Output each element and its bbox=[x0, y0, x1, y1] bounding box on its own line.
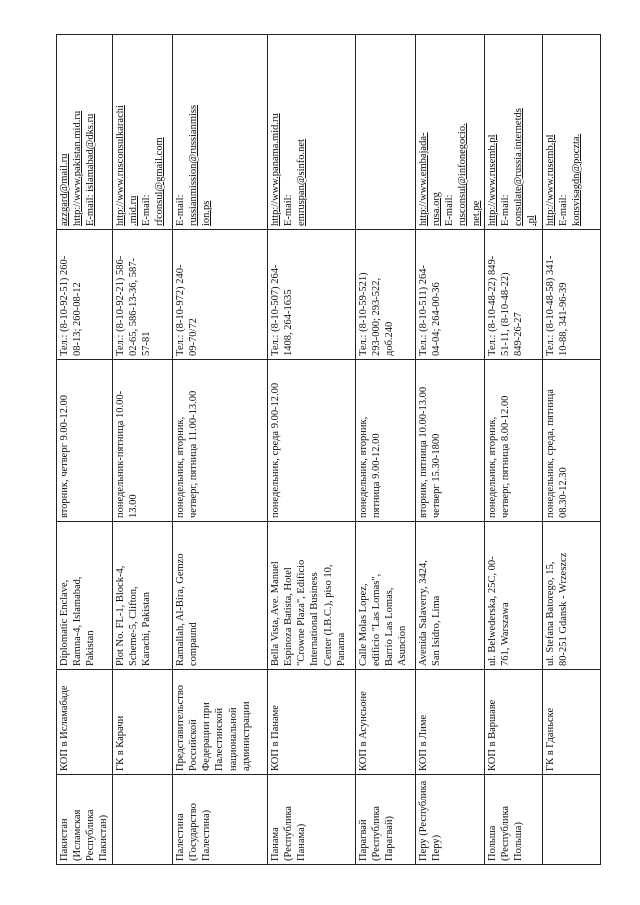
hours-cell bbox=[113, 360, 173, 522]
phone-text-line: 10-88, 341-96-39 bbox=[557, 282, 569, 356]
mission-cell bbox=[484, 670, 542, 775]
mission-text-line: Российской bbox=[188, 719, 200, 771]
mission-text-line: КОП в Исламабаде bbox=[59, 685, 70, 771]
phone-text-line: 849-26-27 bbox=[512, 312, 524, 356]
hours-text-line: понедельник, вторник, bbox=[358, 416, 369, 518]
hours-text-line: понедельник, среда 9.00-12.00 bbox=[270, 382, 281, 518]
mission-cell bbox=[113, 670, 173, 775]
country-cell bbox=[57, 775, 113, 865]
country-text-line: Пакистан bbox=[59, 818, 70, 861]
table-row bbox=[113, 35, 173, 865]
address-text-line: Diplomatic Enclave, bbox=[59, 579, 70, 666]
contact-label: E-mail: bbox=[175, 194, 186, 226]
hours-text-line: понедельник, вторник, bbox=[175, 416, 186, 518]
address-text-line: Panama bbox=[335, 632, 347, 666]
hours-cell bbox=[484, 360, 542, 522]
hours-text-line: вторник, пятница 10.00-13.00 bbox=[418, 386, 429, 518]
address-text-line: Calle Molas Lopez, bbox=[358, 583, 369, 666]
phone-text-line: 51-11, (8-10-48-22) bbox=[499, 272, 511, 356]
phone-text-line: Тел.: (8-10-92-21) 586- bbox=[115, 255, 126, 356]
address-text-line: edificio "Las Lomas", bbox=[371, 573, 383, 666]
country-text-line: Панама) bbox=[296, 823, 308, 861]
contact-label: E-mail: bbox=[557, 194, 569, 226]
country-cell bbox=[416, 775, 485, 865]
phone-text-line: 293-000; 293-522, bbox=[371, 277, 383, 356]
hours-text-line: четверг, пятница 8.00-12.00 bbox=[499, 395, 511, 518]
contact-link[interactable]: rusa.org bbox=[431, 192, 443, 226]
country-text-line: Палестина) bbox=[201, 809, 213, 861]
address-text-line: Scheme-5, Clifton, bbox=[128, 586, 140, 666]
phone-text-line: 02-65, 586-13-36, 587- bbox=[128, 258, 140, 356]
table-row bbox=[416, 35, 485, 865]
address-text-line: San Isidro, Lima bbox=[431, 595, 443, 666]
country-text-line: Перу) bbox=[431, 834, 443, 861]
contacts-cell bbox=[113, 35, 173, 230]
address-cell bbox=[484, 522, 542, 670]
country-cell bbox=[268, 775, 356, 865]
contact-link[interactable]: consulate@russia.internetds bbox=[512, 108, 524, 226]
contact-label: E-mail: bbox=[499, 194, 511, 226]
address-cell bbox=[542, 522, 600, 670]
mission-cell bbox=[57, 670, 113, 775]
contact-link[interactable]: azzgard@mail.ru bbox=[59, 153, 70, 226]
phone-text-line: Тел.: (8-10-972) 240- bbox=[175, 264, 186, 356]
country-cell bbox=[484, 775, 542, 865]
hours-cell bbox=[356, 360, 416, 522]
table-row bbox=[268, 35, 356, 865]
hours-cell bbox=[173, 360, 268, 522]
address-text-line: 80-251 Gdansk - Wrzeszcz bbox=[557, 552, 569, 666]
hours-cell bbox=[57, 360, 113, 522]
contact-link[interactable]: emruspan@sinfo.net bbox=[296, 139, 308, 226]
contact-label: E-mail: bbox=[141, 194, 153, 226]
country-text-line: Республика bbox=[85, 809, 97, 861]
country-text-line: Перу (Республика bbox=[418, 780, 429, 861]
contact-link[interactable]: http://www.rusconsulkarachi bbox=[115, 105, 126, 226]
country-text-line: (Республика bbox=[283, 805, 295, 861]
country-text-line: Польша) bbox=[512, 822, 524, 861]
country-text-line: (Республика bbox=[371, 805, 383, 861]
contact-label: E-mail: bbox=[283, 194, 295, 226]
phone-cell bbox=[173, 230, 268, 360]
address-text-line: "Crowne Plaza", Edificio bbox=[296, 559, 308, 666]
contact-link[interactable]: .pl bbox=[526, 215, 537, 226]
contacts-cell bbox=[416, 35, 485, 230]
address-text-line: Plot No. FL-1, Block-4, bbox=[115, 565, 126, 666]
consular-offices-table bbox=[56, 34, 601, 865]
address-text-line: Pakistan bbox=[85, 630, 97, 666]
phone-text-line: 57-81 bbox=[141, 331, 153, 356]
phone-text-line: 04-04; 264-00-36 bbox=[431, 282, 443, 356]
address-text-line: Bella Vista, Ave. Manuel bbox=[270, 561, 281, 666]
mission-text-line: КОП в Асунсьоне bbox=[358, 691, 369, 771]
mission-cell bbox=[268, 670, 356, 775]
phone-cell bbox=[268, 230, 356, 360]
table-row bbox=[173, 35, 268, 865]
mission-cell bbox=[173, 670, 268, 775]
phone-cell bbox=[484, 230, 542, 360]
hours-text-line: вторник, четверг 9.00-12.00 bbox=[59, 394, 70, 518]
address-text-line: Asuncion bbox=[397, 625, 409, 666]
address-text-line: Espinoza Batista, Hotel bbox=[283, 567, 295, 666]
phone-text-line: Тел.: (8-10-48-58) 341- bbox=[544, 255, 556, 356]
phone-text-line: Тел.: (8-10-59-521) bbox=[358, 272, 369, 356]
country-text-line: Пакистан) bbox=[98, 814, 110, 861]
country-cell bbox=[542, 775, 600, 865]
contacts-cell bbox=[484, 35, 542, 230]
address-cell bbox=[416, 522, 485, 670]
address-text-line: Karachi, Pakistan bbox=[141, 591, 153, 666]
address-cell bbox=[57, 522, 113, 670]
address-text-line: ul. Stefana Batorego, 15, bbox=[544, 561, 556, 666]
contacts-cell bbox=[542, 35, 600, 230]
address-cell bbox=[113, 522, 173, 670]
phone-text-line: Тел.: (8-10-92-51) 260- bbox=[59, 255, 70, 356]
hours-text-line: пятница 9.00-12.00 bbox=[371, 433, 383, 518]
contacts-cell bbox=[268, 35, 356, 230]
country-text-line: Парагвай) bbox=[384, 815, 396, 861]
address-text-line: International Business bbox=[309, 572, 321, 666]
phone-text-line: 09-70/72 bbox=[188, 318, 200, 356]
contact-link[interactable]: http://www.rusemb.pl bbox=[486, 134, 498, 226]
hours-cell bbox=[542, 360, 600, 522]
country-cell bbox=[173, 775, 268, 865]
hours-text-line: четверг 15.30-1800 bbox=[431, 433, 443, 518]
phone-text-line: 08-13; 260-08-12 bbox=[72, 282, 84, 356]
address-cell bbox=[356, 522, 416, 670]
contact-link[interactable]: http://www.pakistan.mid.ru bbox=[72, 110, 84, 226]
hours-text-line: четверг, пятница 11.00-13.00 bbox=[188, 390, 200, 518]
contact-link[interactable]: http://www.embajada- bbox=[418, 132, 429, 226]
address-text-line: Ramna-4, Islamabad, bbox=[72, 576, 84, 666]
hours-text-line: 08.30-12.30 bbox=[557, 467, 569, 518]
address-text-line: Avenida Salaverry, 3424, bbox=[418, 560, 429, 666]
country-text-line: (Исламская bbox=[72, 809, 84, 861]
mission-text-line: ГК в Гданьске bbox=[544, 707, 556, 771]
hours-cell bbox=[268, 360, 356, 522]
address-cell bbox=[173, 522, 268, 670]
country-text-line: (Государство bbox=[188, 803, 200, 861]
contact-label: E-mail: bbox=[444, 194, 456, 226]
hours-text-line: 13.00 bbox=[128, 494, 140, 518]
mission-text-line: Палестинской bbox=[214, 707, 226, 771]
address-cell bbox=[268, 522, 356, 670]
mission-text-line: КОП в Варшаве bbox=[486, 699, 498, 771]
phone-cell bbox=[113, 230, 173, 360]
country-text-line: Парагвай bbox=[358, 819, 369, 861]
phone-text-line: Тел.: (8-10-511) 264- bbox=[418, 264, 429, 356]
hours-text-line: понедельник, вторник, bbox=[486, 416, 498, 518]
contact-link[interactable]: E-mail: islamabad@dks.ru bbox=[85, 113, 97, 226]
address-text-line: Barrio Las Lomas, bbox=[384, 587, 396, 666]
contact-link[interactable]: rfconsul@gmail.com bbox=[154, 137, 166, 226]
table-row bbox=[356, 35, 416, 865]
contacts-cell bbox=[356, 35, 416, 230]
phone-text-line: Тел.: (8-10-48-22) 849- bbox=[486, 255, 498, 356]
address-text-line: ul. Belwederska, 25C, 00- bbox=[486, 556, 498, 666]
mission-text-line: КОП в Лиме bbox=[418, 714, 429, 771]
contacts-cell bbox=[173, 35, 268, 230]
country-text-line: Панама bbox=[270, 827, 281, 861]
table-row bbox=[484, 35, 542, 865]
address-text-line: compaund bbox=[188, 622, 200, 666]
contact-link[interactable]: konsvisagdn@poczta. bbox=[570, 133, 582, 226]
mission-cell bbox=[356, 670, 416, 775]
phone-cell bbox=[57, 230, 113, 360]
phone-cell bbox=[416, 230, 485, 360]
phone-cell bbox=[356, 230, 416, 360]
country-text-line: (Республика bbox=[499, 805, 511, 861]
mission-cell bbox=[416, 670, 485, 775]
contact-link[interactable]: ion.ps bbox=[201, 200, 213, 226]
address-text-line: Center (I.B.C.), piso 10, bbox=[322, 564, 334, 666]
contact-link[interactable]: http://www.rusemb.pl bbox=[544, 134, 556, 226]
table-row bbox=[57, 35, 113, 865]
address-text-line: Ramallah, Al-Bira, Gemzo bbox=[175, 553, 186, 666]
mission-cell bbox=[542, 670, 600, 775]
mission-text-line: КОП в Панаме bbox=[270, 705, 281, 771]
mission-text-line: национальной bbox=[227, 707, 239, 771]
contacts-cell bbox=[57, 35, 113, 230]
hours-text-line: понедельник-пятница 10.00- bbox=[115, 390, 126, 518]
mission-text-line: ГК в Карачи bbox=[115, 715, 126, 771]
rotated-table-container bbox=[56, 35, 591, 865]
hours-text-line: понедельник, среда, пятница bbox=[544, 389, 556, 518]
mission-text-line: администрации bbox=[240, 701, 252, 771]
country-text-line: Польша bbox=[486, 825, 498, 861]
phone-text-line: Тел.: (8-10-507) 264- bbox=[270, 264, 281, 356]
contact-link[interactable]: russianmission@russianmiss bbox=[188, 104, 200, 226]
table-row bbox=[542, 35, 600, 865]
contact-link[interactable]: net.pe bbox=[470, 200, 482, 226]
phone-cell bbox=[542, 230, 600, 360]
country-cell bbox=[356, 775, 416, 865]
hours-cell bbox=[416, 360, 485, 522]
mission-text-line: Федерации при bbox=[201, 702, 213, 771]
phone-text-line: доб.240 bbox=[384, 321, 396, 356]
phone-text-line: 1408, 264-1635 bbox=[283, 289, 295, 356]
contact-link[interactable]: .mid.ru bbox=[128, 195, 140, 226]
contact-link[interactable]: rusconsul@infonegocio. bbox=[457, 123, 469, 226]
mission-text-line: Представительство bbox=[175, 685, 186, 771]
address-text-line: 761, Warszawa bbox=[499, 602, 511, 666]
country-cell bbox=[113, 775, 173, 865]
country-text-line: Палестина bbox=[175, 813, 186, 861]
contact-link[interactable]: http://www.panama.mid.ru bbox=[270, 113, 281, 226]
